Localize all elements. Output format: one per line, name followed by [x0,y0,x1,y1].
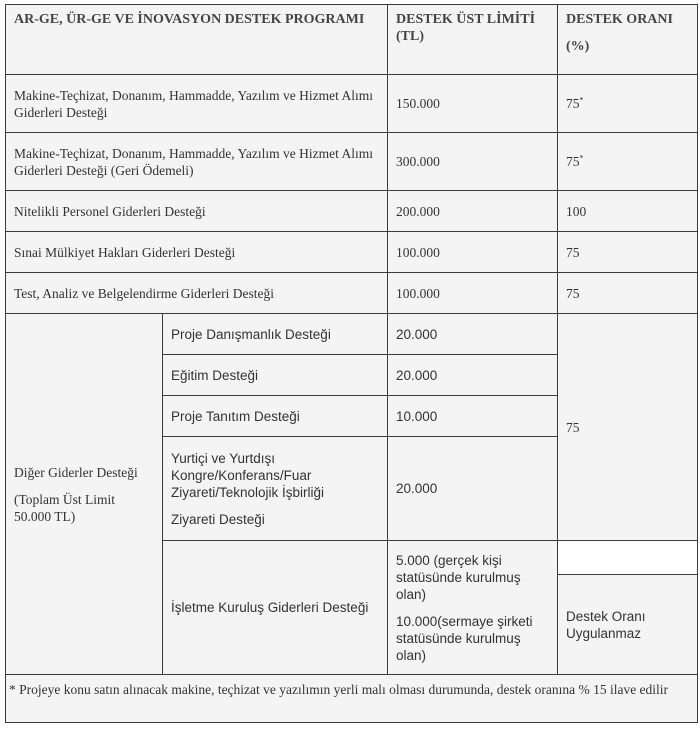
table-row [6,232,698,273]
row-name: Makine-Teçhizat, Donanım, Hammadde, Yazılım ve Hizmet Alımı Giderleri Desteği [6,75,388,133]
table-row [6,273,698,314]
row-rate [558,75,698,133]
blank-cell [558,541,698,575]
row-name: Sınai Mülkiyet Hakları Giderleri Desteği [6,232,388,273]
sub-limit: 20.000 [388,437,558,541]
other-expenses-name: Diğer Giderler Desteği [14,464,138,480]
table-row [6,314,698,355]
sub-name [163,437,388,541]
group-rate: 75 [558,314,698,541]
kurulus-limit [388,541,558,675]
row-rate [558,133,698,191]
table-row [6,133,698,191]
row-rate-mark: * [579,95,584,105]
row-rate-value: 75 [566,154,580,169]
kurulus-rate: Destek Oranı Uygulanmaz [558,575,698,675]
row-rate: 75 [558,232,698,273]
support-program-table [5,4,698,723]
row-name: Test, Analiz ve Belgelendirme Giderleri Desteği [6,273,388,314]
sub-limit: 10.000 [388,396,558,437]
header-rate [558,5,698,75]
row-rate-value: 75 [566,96,580,111]
footnote: * Projeye konu satın alınacak makine, teçhizat ve yazılımın yerli malı olması durumunda, destek oranına % 15 ilave edilir [6,675,698,723]
row-rate-mark: * [579,153,584,163]
table-row [6,191,698,232]
other-expenses-note: (Toplam Üst Limit 50.000 TL) [14,491,116,524]
sub-name: Proje Danışmanlık Desteği [163,314,388,355]
kurulus-limit-2: 10.000(sermaye şirketi statüsünde kurulmuş olan) [396,613,533,663]
row-rate: 75 [558,273,698,314]
row-name: Makine-Teçhizat, Donanım, Hammadde, Yazılım ve Hizmet Alımı Giderleri Desteği (Geri Ödemeli) [6,133,388,191]
table-row [6,75,698,133]
row-rate: 100 [558,191,698,232]
row-limit: 100.000 [388,273,558,314]
sub-name: Eğitim Desteği [163,355,388,396]
sub-limit: 20.000 [388,314,558,355]
row-name: Nitelikli Personel Giderleri Desteği [6,191,388,232]
header-program: AR-GE, ÜR-GE VE İNOVASYON DESTEK PROGRAMI [6,5,388,75]
footnote-row [6,675,698,723]
row-limit: 150.000 [388,75,558,133]
other-expenses-cell [6,314,163,675]
row-limit: 100.000 [388,232,558,273]
row-limit: 200.000 [388,191,558,232]
header-limit: DESTEK ÜST LİMİTİ (TL) [388,5,558,75]
header-rate-unit: (%) [566,39,590,54]
header-row [6,5,698,75]
sub-name: Proje Tanıtım Desteği [163,396,388,437]
kurulus-name: İşletme Kuruluş Giderleri Desteği [163,541,388,675]
sub-limit: 20.000 [388,355,558,396]
sub-name-line: Yurtiçi ve Yurtdışı Kongre/Konferans/Fuar Ziyareti/Teknolojik İşbirliği [171,450,325,500]
sub-name-line2: Ziyareti Desteği [171,511,265,527]
kurulus-limit-1: 5.000 (gerçek kişi statüsünde kurulmuş olan) [396,552,521,602]
header-rate-label: DESTEK ORANI [566,12,673,27]
row-limit: 300.000 [388,133,558,191]
